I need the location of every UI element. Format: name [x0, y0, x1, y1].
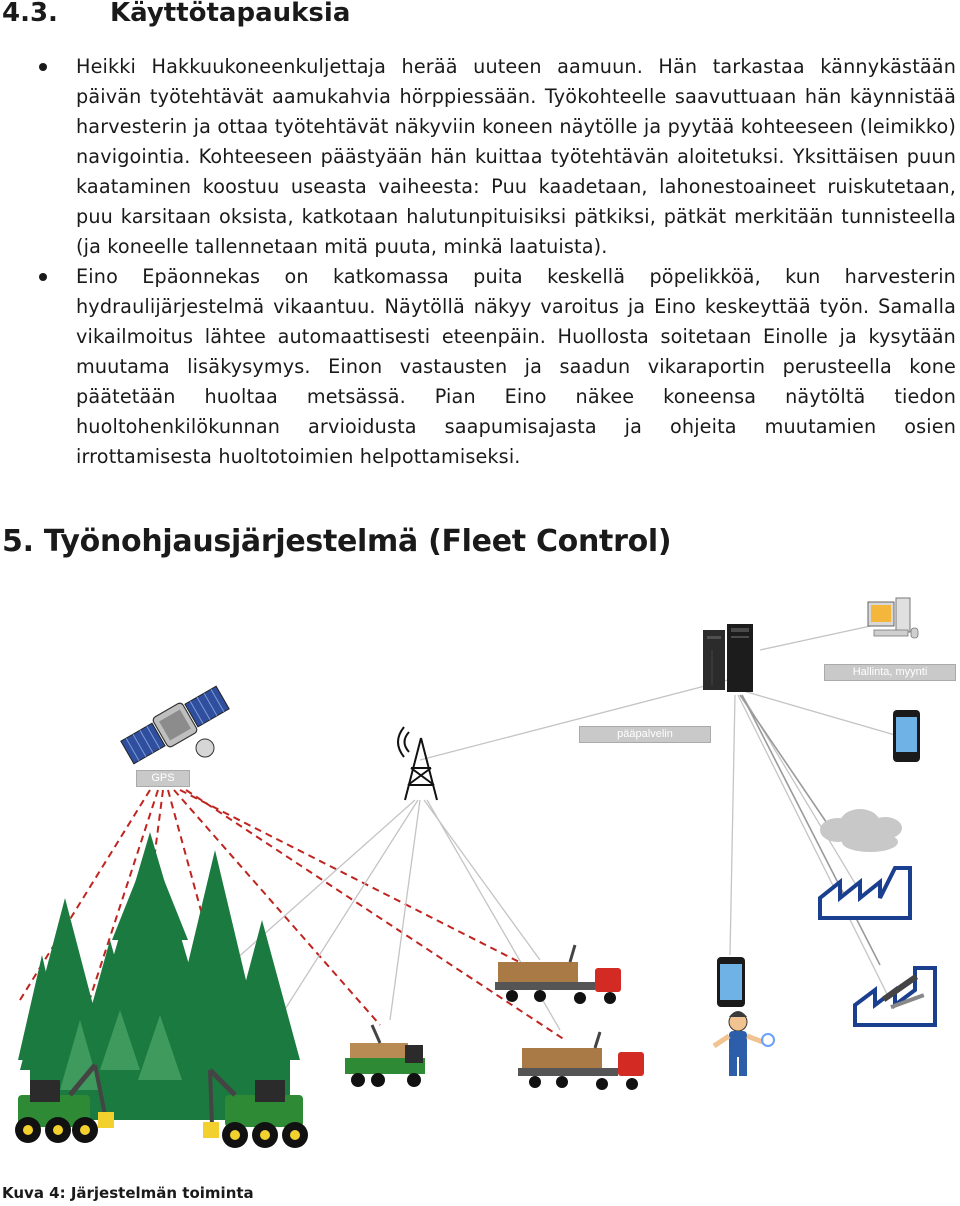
- smartphone-icon: [717, 957, 745, 1007]
- section-title: Käyttötapauksia: [109, 0, 351, 28]
- satellite-icon: [119, 683, 231, 767]
- management-label: Hallinta, myynti: [824, 664, 956, 681]
- radio-tower-icon: [398, 727, 437, 800]
- diagram-canvas: [0, 590, 960, 1170]
- main-server-label: pääpalvelin: [579, 726, 711, 743]
- sawmill-icon: [855, 968, 935, 1025]
- desktop-computer-icon: [868, 598, 918, 638]
- figure-caption: Kuva 4: Järjestelmän toiminta: [2, 1184, 254, 1202]
- gps-label: GPS: [136, 770, 190, 787]
- fleet-control-diagram: [0, 590, 960, 1170]
- use-case-list: [0, 52, 960, 472]
- section-number: 4.3.: [2, 0, 58, 28]
- use-case-item: Heikki Hakkuukoneenkuljettaja herää uuteen aamuun. Hän tarkastaa kännykästään päivän työtehtävät aamukahvia hörppiessään. Työkohteelle saavuttuaan hän käynnistää harvesterin ja ottaa työtehtävät näkyviin koneen näytölle ja pyytää kohteeseen (leimikko) navigointia. Kohteeseen päästyään hän kuittaa työtehtävän aloitetuksi. Yksittäisen puun kaataminen koostuu useasta vaiheesta: Puu kaadetaan, lahonestoaineet ruiskutetaan, puu karsitaan oksista, katkotaan halutunpituisiksi pätkiksi, pätkät merkitään tunnisteella (ja koneelle tallennetaan mitä puuta, minkä laatuista).: [0, 52, 960, 262]
- timber-truck-icon: [495, 945, 621, 1004]
- forwarder-icon: [345, 1025, 425, 1087]
- chapter-title: 5. Työnohjausjärjestelmä (Fleet Control): [2, 524, 672, 559]
- timber-truck-icon: [518, 1032, 644, 1090]
- section-heading: [2, 0, 350, 28]
- use-case-item: Eino Epäonnekas on katkomassa puita keskellä pöpelikköä, kun harvesterin hydraulijärjestelmä vikaantuu. Näytöllä näkyy varoitus ja Eino keskeyttää työn. Samalla vikailmoitus lähtee automaattisesti eteenpäin. Huollosta soitetaan Einolle ja kysytään muutama lisäkysymys. Einon vastausten ja saadun vikaraportin perusteella kone päätetään huoltaa metsässä. Pian Eino näkee koneensa näytöltä tiedon huoltohenkilökunnan arvioidusta saapumisajasta ja ohjeita muutamien osien irrottamisesta huoltotoimien helpottamiseksi.: [0, 262, 960, 472]
- factory-icon: [820, 809, 910, 918]
- mechanic-icon: [714, 1011, 774, 1076]
- smartphone-icon: [893, 710, 920, 762]
- server-icon: [703, 624, 753, 692]
